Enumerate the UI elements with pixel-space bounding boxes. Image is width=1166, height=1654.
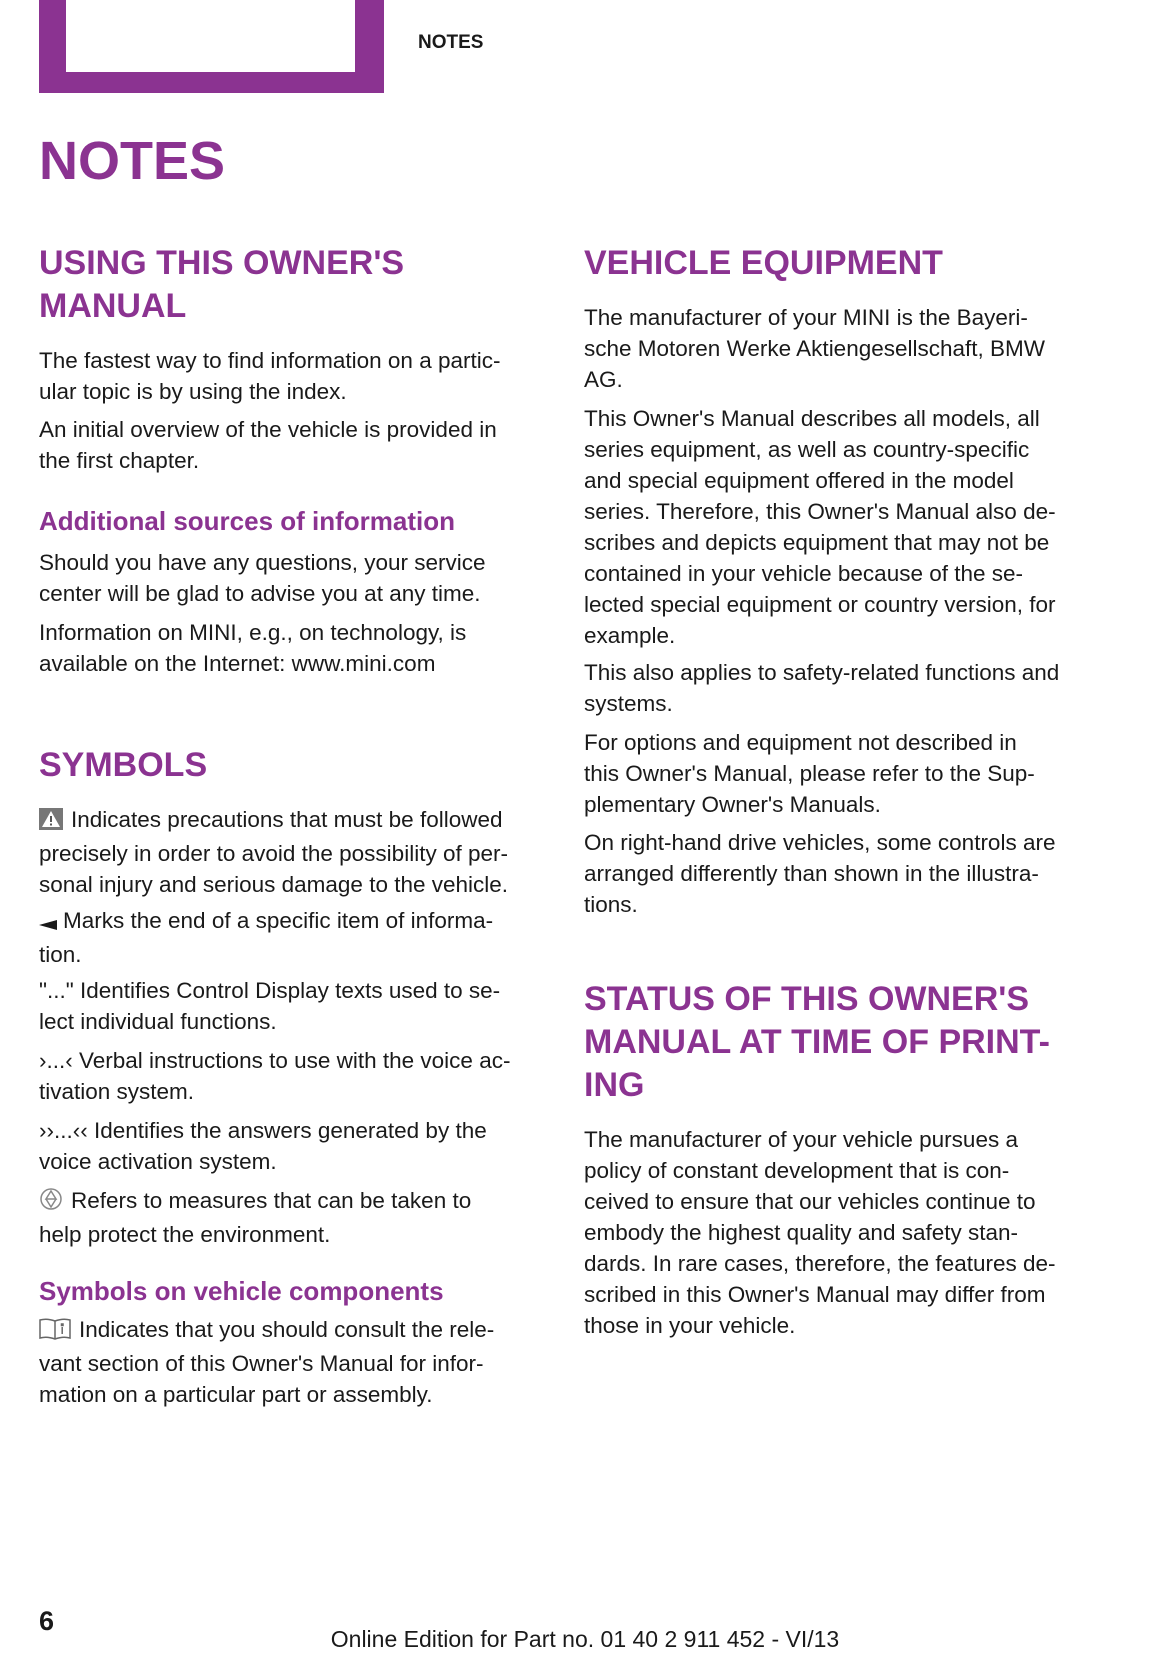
symbol-item-warning: Indicates precautions that must be followed precisely in order to avoid the possibility of per- sonal injury and serious damage to the vehicle. — [39, 807, 509, 897]
end-mark-icon — [39, 908, 57, 939]
chapter-tab-marker — [39, 0, 384, 93]
symbol-item-manual: Indicates that you should consult the rele- vant section of this Owner's Manual for infor- mation on a particular part or assembly. — [39, 1317, 495, 1407]
symbol-item-environment: Refers to measures that can be taken to help protect the environment. — [39, 1188, 472, 1247]
symbol-item-verbal: ›...‹ Verbal instructions to use with the voice ac- tivation system. — [39, 1048, 511, 1104]
paragraph: Information on MINI, e.g., on technology, is available on the Internet: www.mini.com — [39, 620, 467, 676]
page-number: 6 — [39, 1606, 55, 1636]
heading-using-manual: USING THIS OWNER'S MANUAL — [39, 244, 405, 325]
heading-symbols: SYMBOLS — [39, 746, 208, 784]
paragraph: The fastest way to find information on a partic- ular topic is by using the index. — [39, 348, 501, 404]
symbol-item-answers: ››...‹‹ Identifies the answers generated by the voice activation system. — [39, 1118, 487, 1174]
paragraph: Should you have any questions, your service center will be glad to advise you at any time. — [39, 550, 486, 606]
running-header: NOTES — [418, 32, 484, 53]
paragraph: This also applies to safety-related functions and systems. — [584, 660, 1060, 716]
page-title: NOTES — [39, 131, 226, 191]
symbol-item-end-mark: Marks the end of a specific item of informa- tion. — [39, 908, 494, 967]
heading-status-of-manual: STATUS OF THIS OWNER'S MANUAL AT TIME OF PRINT- ING — [584, 980, 1050, 1104]
paragraph: The manufacturer of your vehicle pursues a policy of constant development that is con- ceived to ensure that our vehicles continue to embody the highest quality and safety stan- dards. In rare cases, therefore, the features de- scribed in this Owner's Manual may differ from those in your vehicle. — [584, 1127, 1056, 1338]
paragraph: This Owner's Manual describes all models, all series equipment, as well as country-specific and special equipment offered in the model series. Therefore, this Owner's Manual also de- scribes and depicts equipment that may not be contained in your vehicle because of the se- lected special equipment or country version, for example. — [584, 406, 1056, 648]
warning-triangle-icon — [39, 807, 63, 838]
heading-vehicle-equipment: VEHICLE EQUIPMENT — [584, 244, 943, 282]
paragraph: For options and equipment not described in this Owner's Manual, please refer to the Sup- plementary Owner's Manuals. — [584, 730, 1035, 817]
edition-footer: Online Edition for Part no. 01 40 2 911 452 - VI/13 — [330, 1626, 840, 1652]
heading-additional-sources: Additional sources of information — [39, 506, 456, 536]
paragraph: An initial overview of the vehicle is provided in the first chapter. — [39, 417, 497, 473]
recycle-icon — [39, 1187, 63, 1219]
heading-vehicle-components: Symbols on vehicle components — [39, 1276, 444, 1306]
symbol-item-display-texts: "..." Identifies Control Display texts used to se- lect individual functions. — [39, 978, 501, 1034]
manual-book-icon — [39, 1317, 71, 1348]
paragraph: The manufacturer of your MINI is the Bayeri- sche Motoren Werke Aktiengesellschaft, BMW AG. — [584, 305, 1046, 392]
paragraph: On right-hand drive vehicles, some controls are arranged differently than shown in the illustra- tions. — [584, 830, 1056, 917]
